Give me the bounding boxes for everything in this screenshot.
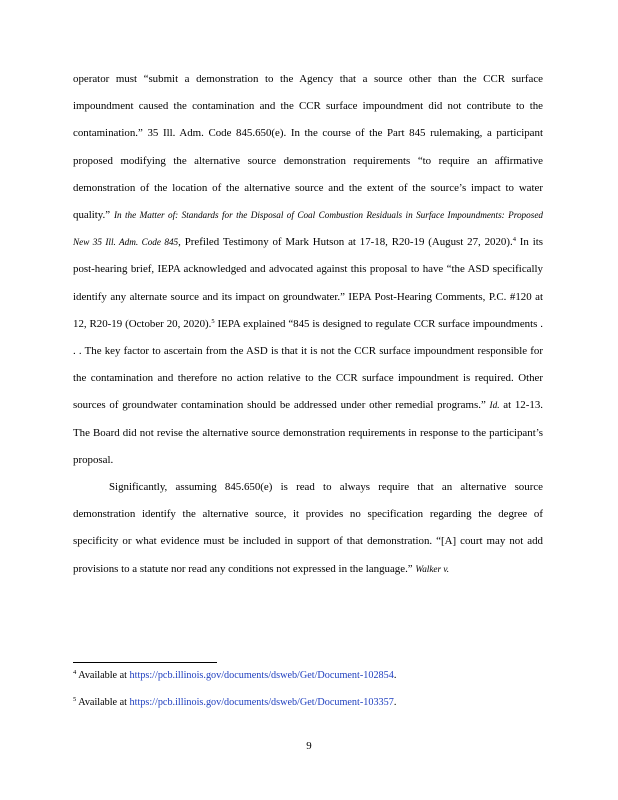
footnote-link[interactable]: https://pcb.illinois.gov/documents/dsweb/Get/Document-103357 <box>129 697 394 708</box>
footnote-number: 5 <box>73 696 77 703</box>
footnote-5 <box>73 696 543 710</box>
page-number: 9 <box>306 740 312 752</box>
paragraph-2 <box>73 474 543 583</box>
paragraph-1-text-e: at 12-13. The Board did not revise the alternative source demonstration requirements in response to the participant’s proposal. <box>73 399 543 466</box>
paragraph-1 <box>73 66 543 474</box>
paragraph-1-text-b: , Prefiled Testimony of Mark Hutson at 17-18, R20-19 (August 27, 2020). <box>178 236 513 249</box>
footnote-number: 4 <box>73 669 77 676</box>
paragraph-2-text: Significantly, assuming 845.650(e) is read to always require that an alternative source demonstration identify the alternative source, it provides no specification regarding the degree of specificity or what evidence must be included in support of that demonstration. “[A] court may not add provisions to a statute nor read any conditions not expressed in the language.” <box>73 481 543 575</box>
paragraph-1-text-c: In its post-hearing brief, IEPA acknowledged and advocated against this proposal to have “the ASD specifically identify any alternate source and its impact on groundwater.” IEPA Post-Hearing Comments, P.C. #120 at 12, R20-19 (October 20, 2020). <box>73 236 543 330</box>
paragraph-1-text-d: IEPA explained “845 is designed to regulate CCR surface impoundments . . . The key factor to ascertain from the ASD is that it is not the CCR surface impoundment responsible for the contamination and therefore no action relative to the CCR surface impoundment is required. Other sources of groundwater contamination should be addressed under other remedial programs.” <box>73 317 543 412</box>
body-text <box>73 66 543 583</box>
case-citation-walker: Walker v. <box>415 563 450 574</box>
footnote-suffix: . <box>393 697 397 708</box>
case-citation-1: In the Matter of: Standards for the Disposal of Coal Combustion Residuals in Surface Impoundments: Proposed New 35 Ill. Adm. Code 845 <box>73 210 543 248</box>
footnotes <box>73 669 543 723</box>
footnote-ref-4: 4 <box>512 236 516 244</box>
footnote-prefix: Available at <box>78 697 130 708</box>
footnote-suffix: . <box>393 670 397 681</box>
id-citation: Id. <box>489 400 500 411</box>
paragraph-1-text-a: operator must “submit a demonstration to the Agency that a source other than the CCR surface impoundment caused the contamination and the CCR surface impoundment did not contribute to the contamination.” 35 Ill. Adm. Code 845.650(e). In the course of the Part 845 rulemaking, a participant proposed modifying the alternative source demonstration requirements “to require an affirmative demonstration of the location of the alternative source and the extent of the source’s impact to water quality.” <box>73 73 543 222</box>
footnote-ref-5: 5 <box>211 317 215 325</box>
footnote-4 <box>73 669 543 683</box>
footnote-link[interactable]: https://pcb.illinois.gov/documents/dsweb/Get/Document-102854 <box>129 670 394 681</box>
footnote-separator <box>73 662 217 663</box>
footnote-prefix: Available at <box>78 670 130 681</box>
